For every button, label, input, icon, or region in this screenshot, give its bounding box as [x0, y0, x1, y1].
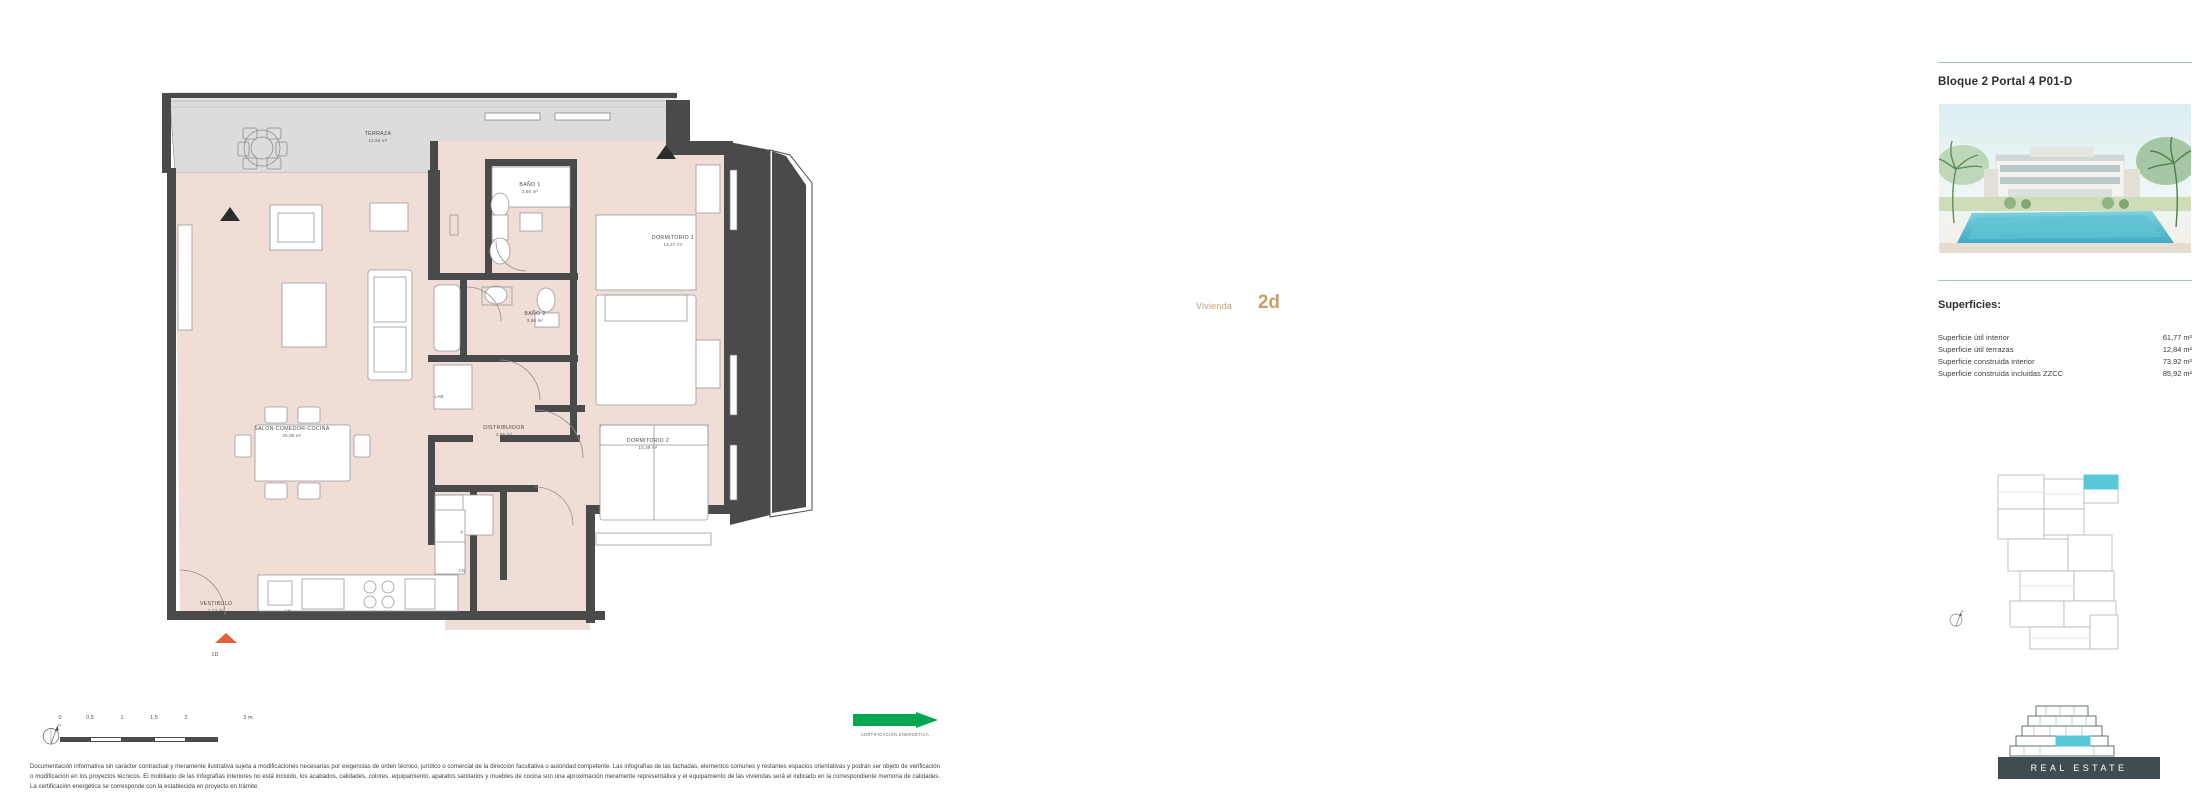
surface-label: Superficie construida incluidas ZZCC — [1938, 368, 2064, 378]
disclaimer-text: Documentación informativa sin carácter contractual y meramente ilustrativa sujeta a modificaciones necesarias por exigencias de orden técnico, jurídico o comercial de la dirección facultativa o autoridad competente. Las infografías de las fachadas, elementos comunes y restantes espacios orientativas y podrán ser objeto de verificación o modificación en los proyectos técnicos. El mobiliario de las infografías interiores no está incluido, los acabados, calidades, colores, equipamiento, aparatos sanitarios y muebles de cocina son una aproximación meramente representativa y el equipamiento de las viviendas será el indicado en la correspondiente memoria de calidades. La certificación energética se corresponde con la establecida en proyecto en trámite. — [30, 763, 940, 790]
surface-value: 12,84 m² — [2162, 344, 2192, 354]
svg-text:N: N — [1960, 609, 1964, 614]
surface-value: 73,92 m² — [2162, 356, 2192, 366]
scale-tick: 3 m — [243, 715, 253, 721]
room-name: DORMITORIO 2 — [626, 438, 670, 444]
room-name: BAÑO 2 — [524, 311, 546, 317]
room-area: 1,13 m² — [207, 607, 225, 613]
compass-icon-secondary — [1945, 608, 1967, 630]
panel-divider-mid — [1938, 280, 2192, 281]
room-name: VESTIBULO — [199, 601, 233, 607]
room-label-vestibulo — [183, 601, 249, 613]
scale-bar-segments — [60, 737, 290, 742]
scale-tick: 1,5 — [150, 715, 158, 721]
dwelling-word: Vivienda — [1196, 301, 1232, 311]
table-row — [1938, 332, 2192, 344]
door-marker-text: 1D — [211, 652, 219, 658]
room-area: 12,84 m² — [368, 137, 388, 143]
scale-tick: 0,5 — [86, 715, 94, 721]
room-area: 13,47 m² — [663, 241, 683, 247]
appliance-label-lv — [278, 608, 298, 614]
dwelling-code: 2d — [1257, 292, 1280, 313]
room-label-terraza — [338, 131, 418, 143]
appliance-label-cn — [450, 568, 474, 574]
surfaces-heading: Superficies: — [1938, 299, 2001, 311]
scale-tick: 2 — [184, 715, 188, 721]
surface-label: Superficie construida interior — [1938, 356, 2035, 366]
appliance-name: LAB — [434, 394, 444, 399]
energy-certification-caption: CERTIFICACIÓN ENERGÉTICA — [860, 732, 930, 737]
surfaces-table — [1938, 332, 2192, 380]
developer-logo-icon — [1998, 700, 2138, 760]
building-render-image — [1938, 103, 2192, 254]
surface-value: 61,77 m² — [2162, 333, 2192, 342]
room-name: DISTRIBUIDOR — [483, 425, 525, 431]
developer-logo-bar — [1998, 757, 2160, 779]
room-area: 4,55 m² — [495, 431, 513, 437]
room-label-bano1 — [495, 182, 565, 194]
info-panel — [960, 0, 2192, 800]
entry-door-code — [200, 652, 230, 659]
appliance-name: LV — [285, 608, 291, 613]
panel-title: Bloque 2 Portal 4 P01-D — [1938, 76, 2073, 88]
scale-tick: 1 — [120, 715, 124, 721]
surface-label: Superficie útil terrazas — [1938, 344, 2014, 354]
table-row — [1938, 356, 2192, 368]
appliance-label-f — [452, 530, 472, 536]
scale-tick: 0 — [58, 715, 62, 721]
angled-exterior-wall — [770, 150, 812, 517]
room-area: 26,95 m² — [282, 432, 302, 438]
svg-text:N: N — [58, 722, 61, 728]
room-label-salon — [212, 426, 372, 438]
surface-label: Superficie útil interior — [1938, 333, 2010, 342]
panel-divider-top — [1938, 62, 2192, 63]
room-name: TERRAZA — [364, 131, 392, 137]
table-row — [1938, 368, 2192, 380]
entry-door-marker — [215, 633, 237, 643]
kitchen-units — [258, 575, 458, 611]
key-plan-highlight — [2084, 475, 2118, 489]
floor-plan-drawing — [30, 55, 890, 695]
room-area: 3,66 m² — [521, 188, 539, 194]
room-name: SALON-COMEDOR-COCINA — [254, 426, 330, 432]
surface-value: 85,92 m² — [2162, 368, 2192, 378]
appliance-name: F — [460, 530, 464, 535]
room-label-distribuidor — [458, 425, 550, 437]
room-area: 3,66 m² — [526, 317, 544, 323]
room-name: DORMITORIO 1 — [651, 235, 695, 241]
table-row — [1938, 344, 2192, 356]
energy-certification — [845, 712, 945, 737]
floor-plan-area — [0, 0, 960, 800]
energy-arrow-icon — [853, 712, 938, 728]
scale-bar — [60, 715, 290, 742]
key-plan-diagram — [1990, 465, 2140, 665]
room-label-bano2 — [500, 311, 570, 323]
room-label-dormitorio2 — [600, 438, 696, 450]
room-name: BAÑO 1 — [519, 182, 541, 188]
room-area: 10,39 m² — [638, 444, 658, 450]
scale-ticks — [60, 715, 290, 727]
appliance-label-lab — [427, 394, 451, 400]
room-label-dormitorio1 — [625, 235, 721, 247]
developer-logo-text: REAL ESTATE — [2030, 763, 2128, 773]
appliance-name: CN — [458, 568, 466, 573]
